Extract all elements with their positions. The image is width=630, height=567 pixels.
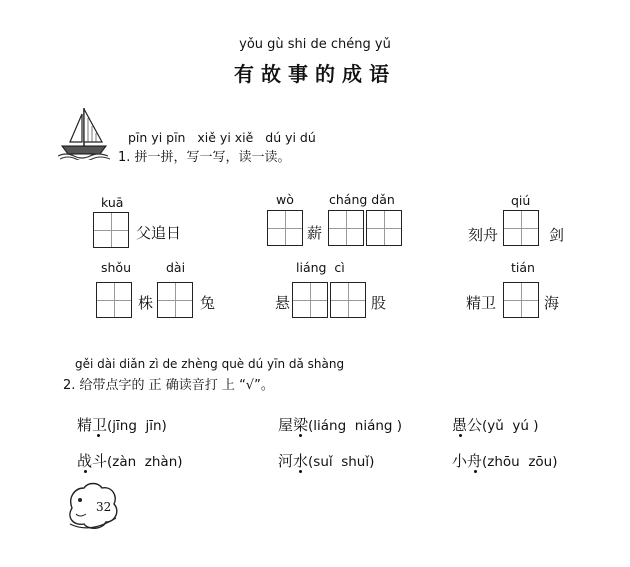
idiom2-pinyin-b: cháng dǎn [329,192,395,207]
idiom5-text-b: 股 [371,294,387,312]
idiom1-pinyin: kuā [101,195,124,210]
emphasis-dot [474,470,477,473]
writing-box[interactable] [267,210,303,246]
sailboat-icon [58,104,110,160]
emphasis-dot [299,470,302,473]
writing-box[interactable] [503,282,539,318]
idiom6-pinyin: tián [511,260,535,275]
writing-box[interactable] [93,212,129,248]
choice-options: (zhōu zōu) [482,454,558,470]
choice-options: (jīng jīn) [107,418,167,434]
choice-item[interactable] [77,414,167,435]
title-pinyin: yǒu gù shi de chéng yǔ [239,37,391,52]
idiom5-pinyin: liáng cì [296,260,345,275]
section2-pinyin: gěi dài diǎn zì de zhèng què dú yīn dǎ shàng [75,357,345,371]
idiom2-text: 薪 [307,224,323,242]
idiom4-text-a: 株 [138,294,154,312]
choice-word: 精卫 [77,416,108,434]
section1-instruction: 1. 拼一拼，写一写，读一读。 [118,150,291,165]
choice-options: (yǔ yú ) [482,418,539,434]
emphasis-dot [97,434,100,437]
idiom5-text-a: 悬 [275,294,291,312]
writing-box[interactable] [157,282,193,318]
choice-word: 河水 [278,452,309,470]
emphasis-dot [459,434,462,437]
choice-options: (liáng niáng ) [308,418,403,434]
idiom6-text-b: 海 [544,294,560,312]
choice-word: 小舟 [452,452,483,470]
choice-word: 战斗 [77,452,108,470]
choice-word: 愚公 [452,416,483,434]
writing-box[interactable] [330,282,366,318]
choice-item[interactable] [278,450,374,471]
page-title: 有故事的成语 [234,62,396,86]
choice-options: (suǐ shuǐ) [308,454,375,470]
idiom4-text-b: 兔 [200,294,216,312]
choice-item[interactable] [452,414,539,435]
writing-box[interactable] [503,210,539,246]
idiom4-pinyin-a: shǒu [101,260,132,275]
writing-box[interactable] [292,282,328,318]
emphasis-dot [84,470,87,473]
idiom3-text-a: 刻舟 [468,226,499,244]
idiom4-pinyin-b: dài [166,260,186,275]
idiom2-pinyin-a: wò [276,192,294,207]
idiom6-text-a: 精卫 [466,294,497,312]
choice-word: 屋梁 [278,416,309,434]
writing-box[interactable] [96,282,132,318]
page-number-badge-icon [60,478,130,534]
idiom3-pinyin: qiú [511,193,531,208]
choice-item[interactable] [452,450,558,471]
page-number: 32 [96,500,112,514]
section1-pinyin: pīn yi pīn xiě yi xiě dú yi dú [128,130,316,145]
choice-options: (zàn zhàn) [107,454,183,470]
choice-item[interactable] [278,414,402,435]
section2-instruction: 2. 给带点字的 正 确读音打 上 “√”。 [63,378,274,393]
idiom3-text-b: 剑 [549,226,565,244]
writing-box[interactable] [366,210,402,246]
emphasis-dot [299,434,302,437]
choice-item[interactable] [77,450,183,471]
writing-box[interactable] [328,210,364,246]
idiom1-text: 父追日 [136,224,182,242]
